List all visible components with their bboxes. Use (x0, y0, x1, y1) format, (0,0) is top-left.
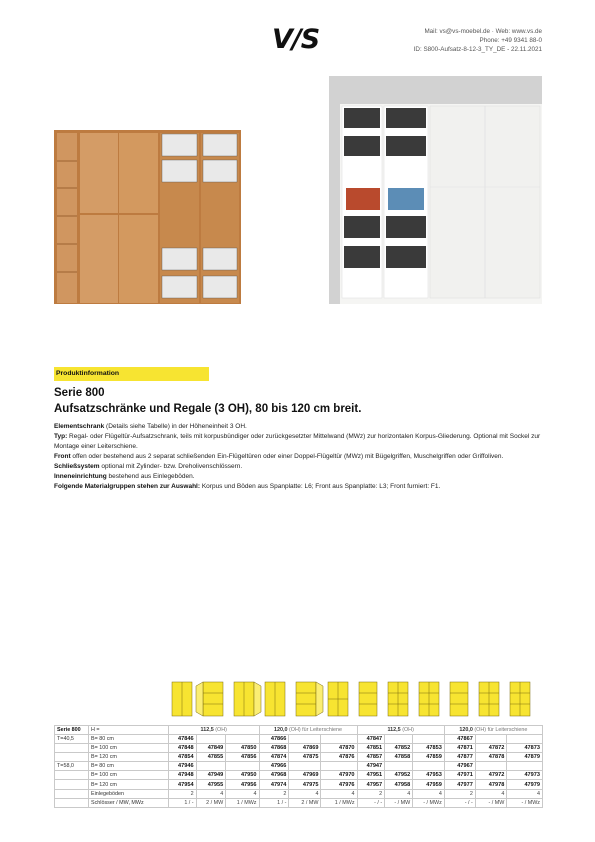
article-number-cell: 47868 (259, 744, 289, 753)
series-heading: Serie 800 (54, 387, 105, 399)
article-number-cell: 47966 (259, 762, 289, 771)
article-number-cell: 47946 (169, 762, 197, 771)
description-line (54, 482, 542, 492)
locks-value-cell: 2 / MW (289, 798, 321, 807)
width-cell: B= 80 cm (89, 762, 169, 771)
depth-cell (55, 771, 89, 780)
product-title: Aufsatzschränke und Regale (3 OH), 80 bis 120 cm breit. (54, 403, 362, 415)
article-number-cell: 47878 (475, 753, 506, 762)
description-label: Inneneinrichtung (54, 473, 107, 480)
article-number-cell (226, 762, 259, 771)
pictogram-shelf-10 (450, 682, 468, 716)
article-number-cell (413, 762, 445, 771)
article-number-cell: 47948 (169, 771, 197, 780)
cabinet-pictograms (168, 676, 543, 721)
article-number-cell (226, 735, 259, 744)
shelves-value-cell: 2 (444, 789, 475, 798)
article-number-cell: 47947 (357, 762, 385, 771)
article-number-cell: 47952 (385, 771, 413, 780)
shelves-value-cell: 4 (321, 789, 357, 798)
article-number-cell: 47954 (169, 780, 197, 789)
shelves-value-cell: 2 (357, 789, 385, 798)
product-photo (54, 76, 542, 304)
document-id-line: ID: S800-Aufsatz-8-12-3_TY_DE - 22.11.2021 (413, 46, 542, 53)
article-number-cell: 47858 (385, 753, 413, 762)
shelves-value-cell: 2 (169, 789, 197, 798)
depth-cell (55, 780, 89, 789)
article-number-cell: 47867 (444, 735, 475, 744)
description-text: bestehend aus Einlegeböden. (106, 473, 195, 480)
article-number-cell (385, 762, 413, 771)
shelves-value-cell: 4 (413, 789, 445, 798)
article-number-cell: 47866 (259, 735, 289, 744)
article-number-cell: 47869 (289, 744, 321, 753)
series-cell: Serie 800 (55, 726, 89, 735)
article-number-cell: 47872 (475, 744, 506, 753)
article-number-cell (289, 762, 321, 771)
article-number-cell: 47870 (321, 744, 357, 753)
description-line (54, 462, 542, 472)
pictogram-shelf-8 (388, 682, 408, 716)
pictogram-shelf-12 (510, 682, 530, 716)
shelves-value-cell: 4 (385, 789, 413, 798)
product-description (54, 422, 542, 492)
shelves-value-cell: 2 (259, 789, 289, 798)
contact-info (414, 27, 542, 54)
shelves-value-cell: 4 (507, 789, 543, 798)
article-number-cell (289, 735, 321, 744)
locks-value-cell: - / - (357, 798, 385, 807)
shelves-value-cell: 4 (196, 789, 226, 798)
article-number-cell (475, 735, 506, 744)
article-number-cell: 47852 (385, 744, 413, 753)
description-text: Korpus und Böden aus Spanplatte: L6; Front aus Spanplatte: L3; Front furniert: F1. (200, 483, 441, 490)
table-row (55, 780, 543, 789)
locks-row (55, 798, 543, 807)
article-number-cell: 47856 (226, 753, 259, 762)
article-number-cell: 47851 (357, 744, 385, 753)
article-number-cell: 47848 (169, 744, 197, 753)
article-number-cell: 47854 (169, 753, 197, 762)
description-line (54, 422, 542, 432)
white-cabinet-group (340, 104, 542, 304)
locks-value-cell: 2 / MW (196, 798, 226, 807)
description-label: Elementschrank (54, 423, 105, 430)
article-number-cell: 47847 (357, 735, 385, 744)
contact-phone-line: Phone: +49 9341 88-0 (479, 37, 542, 44)
description-line (54, 452, 542, 462)
article-number-cell: 47979 (507, 780, 543, 789)
height-group-4: 120,0 (OH) für Leiterschiene (444, 726, 542, 735)
pictogram-shelf-9 (419, 682, 439, 716)
pictogram-open-5 (296, 682, 323, 716)
article-number-cell (385, 735, 413, 744)
article-number-cell: 47846 (169, 735, 197, 744)
article-number-cell (196, 735, 226, 744)
article-number-cell: 47950 (226, 771, 259, 780)
article-number-cell (475, 762, 506, 771)
locks-value-cell: - / MW (475, 798, 506, 807)
beech-cabinet-group (54, 130, 241, 304)
height-group-1: 112,5 (OH) (169, 726, 260, 735)
product-table (54, 725, 543, 808)
article-number-cell: 47949 (196, 771, 226, 780)
description-label: Front (54, 453, 71, 460)
locks-label-cell: Schlösser / MW, MWz (89, 798, 169, 807)
table-row (55, 771, 543, 780)
article-number-cell: 47969 (289, 771, 321, 780)
article-number-cell: 47873 (507, 744, 543, 753)
article-number-cell: 47850 (226, 744, 259, 753)
pictogram-closed-1 (172, 682, 192, 716)
article-number-cell: 47972 (475, 771, 506, 780)
width-cell: B= 120 cm (89, 753, 169, 762)
pictogram-shelf-7 (359, 682, 377, 716)
description-line (54, 432, 542, 452)
article-number-cell (196, 762, 226, 771)
description-label: Folgende Materialgruppen stehen zur Auswahl: (54, 483, 201, 490)
article-number-cell: 47973 (507, 771, 543, 780)
locks-value-cell: - / MWz (507, 798, 543, 807)
table-body (55, 735, 543, 808)
article-number-cell: 47853 (413, 744, 445, 753)
locks-value-cell: 1 / MWz (321, 798, 357, 807)
locks-value-cell: - / - (444, 798, 475, 807)
pictogram-closed-4 (265, 682, 285, 716)
article-number-cell: 47975 (289, 780, 321, 789)
pictogram-open-2 (196, 682, 223, 716)
article-number-cell: 47976 (321, 780, 357, 789)
article-number-cell: 47970 (321, 771, 357, 780)
article-number-cell: 47955 (196, 780, 226, 789)
article-number-cell: 47958 (385, 780, 413, 789)
description-text: Regal- oder Flügeltür-Aufsatzschrank, teils mit korpusbündiger oder zurückgesetzter Mittelwand (MWz) zur horizontalen Korpus-Gliederung. Optional mit Sockel zur Montage einer Leiterschiene. (54, 433, 541, 450)
shelves-value-cell: 4 (289, 789, 321, 798)
article-number-cell: 47877 (444, 753, 475, 762)
shelves-value-cell: 4 (226, 789, 259, 798)
pictogram-shelf-11 (479, 682, 499, 716)
description-line (54, 472, 542, 482)
height-group-2: 120,0 (OH) für Leiterschiene (259, 726, 357, 735)
article-number-cell: 47857 (357, 753, 385, 762)
locks-value-cell: 1 / - (169, 798, 197, 807)
article-number-cell: 47971 (444, 771, 475, 780)
article-number-cell: 47967 (444, 762, 475, 771)
depth-cell: T=40,5 (55, 735, 89, 744)
table-row (55, 753, 543, 762)
article-number-cell: 47871 (444, 744, 475, 753)
article-number-cell: 47874 (259, 753, 289, 762)
height-group-3: 112,5 (OH) (357, 726, 444, 735)
width-cell: B= 120 cm (89, 780, 169, 789)
article-number-cell: 47875 (289, 753, 321, 762)
empty-cell (55, 798, 89, 807)
description-label: Typ: (54, 433, 68, 440)
article-number-cell (321, 762, 357, 771)
table-header-row (55, 726, 543, 735)
table-row (55, 744, 543, 753)
vs-logo: V/S (272, 24, 320, 55)
contact-mail-line: Mail: vs@vs-moebel.de · Web: www.vs.de (424, 28, 542, 35)
depth-cell: T=58,0 (55, 762, 89, 771)
article-number-cell: 47978 (475, 780, 506, 789)
table-row (55, 762, 543, 771)
article-number-cell: 47953 (413, 771, 445, 780)
description-text: optional mit Zylinder- bzw. Dreholivenschlössern. (99, 463, 243, 470)
article-number-cell: 47855 (196, 753, 226, 762)
article-number-cell: 47956 (226, 780, 259, 789)
article-number-cell: 47876 (321, 753, 357, 762)
width-cell: B= 100 cm (89, 771, 169, 780)
width-cell: B= 80 cm (89, 735, 169, 744)
article-number-cell: 47879 (507, 753, 543, 762)
article-number-cell: 47977 (444, 780, 475, 789)
locks-value-cell: - / MWz (413, 798, 445, 807)
table-row (55, 735, 543, 744)
shelves-row (55, 789, 543, 798)
article-number-cell: 47951 (357, 771, 385, 780)
description-label: Schließsystem (54, 463, 100, 470)
article-number-cell: 47849 (196, 744, 226, 753)
locks-value-cell: 1 / - (259, 798, 289, 807)
description-text: (Details siehe Tabelle) in der Höheneinheit 3 OH. (104, 423, 247, 430)
pictogram-open-6 (328, 682, 348, 716)
article-number-cell: 47974 (259, 780, 289, 789)
description-text: offen oder bestehend aus 2 separat schließenden Ein-Flügeltüren oder einer Doppel-Flügeltür (MWz) mit Bügelgriffen, Muschelgriffen oder Griffoliven. (70, 453, 504, 460)
height-label-cell: H = (89, 726, 169, 735)
width-cell: B= 100 cm (89, 744, 169, 753)
article-number-cell (507, 762, 543, 771)
article-number-cell: 47959 (413, 780, 445, 789)
article-number-cell (321, 735, 357, 744)
article-number-cell: 47968 (259, 771, 289, 780)
empty-cell (55, 789, 89, 798)
pictogram-open-3 (234, 682, 261, 716)
locks-value-cell: 1 / MWz (226, 798, 259, 807)
depth-cell (55, 744, 89, 753)
article-number-cell: 47957 (357, 780, 385, 789)
shelves-label-cell: Einlegeböden (89, 789, 169, 798)
article-number-cell (507, 735, 543, 744)
shelves-value-cell: 4 (475, 789, 506, 798)
section-label: Produktinformation (54, 367, 209, 381)
depth-cell (55, 753, 89, 762)
article-number-cell: 47859 (413, 753, 445, 762)
locks-value-cell: - / MW (385, 798, 413, 807)
article-number-cell (413, 735, 445, 744)
